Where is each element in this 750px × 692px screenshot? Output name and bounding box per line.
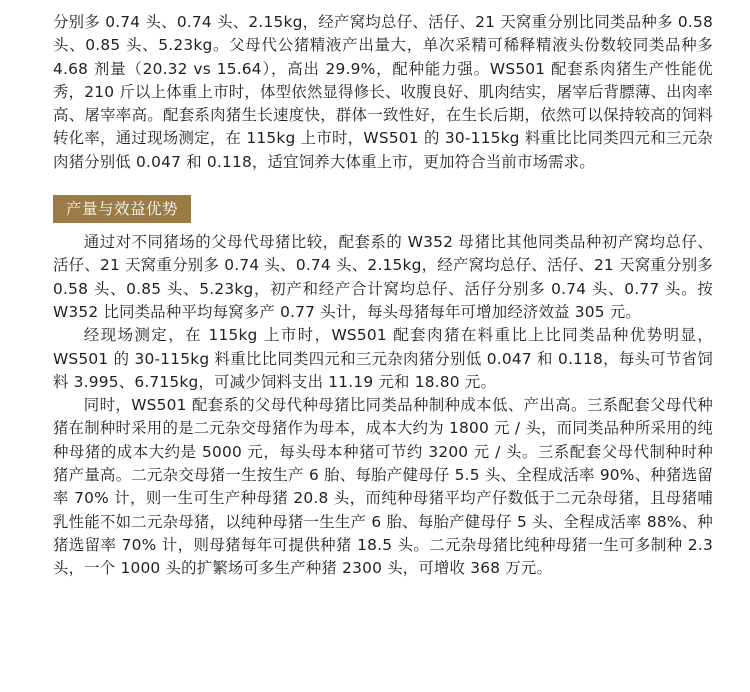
article-page	[53, 0, 713, 581]
continued-paragraph: 分别多 0.74 头、0.74 头、2.15kg，经产窝均总仔、活仔、21 天窝重分别比同类品种多 0.58 头、0.85 头、5.23kg。父母代公猪精液产出量大，单次采精可稀释精液头份数较同类品种多 4.68 剂量（20.32 vs 15.64），高出 29.9%，配种能力强。WS501 配套系肉猪生产性能优秀，210 斤以上体重上市时，体型依然显得修长、收腹良好、肌肉结实，屠宰后背膘薄、出肉率高、屠宰率高。配套系肉猪生长速度快，群体一致性好，在生长后期，依然可以保持较高的饲料转化率，通过现场测定，在 115kg 上市时，WS501 的 30-115kg 料重比比同类四元和三元杂肉猪分别低 0.047 和 0.118，适宜饲养大体重上市，更加符合当前市场需求。	[53, 13, 713, 171]
paragraph-litter-comparison: 通过对不同猪场的父母代母猪比较，配套系的 W352 母猪比其他同类品种初产窝均总仔、活仔、21 天窝重分别多 0.74 头、0.74 头、2.15kg，经产窝均总仔、活仔、21 天窝重分别多 0.58 头、0.85 头、5.23kg，初产和经产合计窝均总仔、活仔分别多 0.74 头、0.77 头。按 W352 比同类品种平均每窝多产 0.77 头计，每头母猪每年可增加经济效益 305 元。	[53, 233, 713, 321]
paragraph-breeding-cost: 同时，WS501 配套系的父母代种母猪比同类品种制种成本低、产出高。三系配套父母代种猪在制种时采用的是二元杂交母猪作为母本，成本大约为 1800 元 / 头，而同类品种所采用的纯种母猪的成本大约是 5000 元，每头母本种猪可节约 3200 元 / 头。三系配套父母代制种时种猪产量高。二元杂交母猪一生按生产 6 胎、每胎产健母仔 5.5 头、全程成活率 90%、种猪选留率 70% 计，则一生可生产种母猪 20.8 头，而纯种母猪平均产仔数低于二元杂母猪，且母猪哺乳性能不如二元杂母猪，以纯种母猪一生生产 6 胎、每胎产健母仔 5 头、全程成活率 88%、种猪选留率 70% 计，则母猪每年可提供种猪 18.5 头。二元杂母猪比纯种母猪一生可多制种 2.3 头，一个 1000 头的扩繁场可多生产种猪 2300 头，可增收 368 万元。	[53, 396, 713, 578]
paragraph-feed-conversion: 经现场测定，在 115kg 上市时，WS501 配套肉猪在料重比上比同类品种优势明显，WS501 的 30-115kg 料重比比同类四元和三元杂肉猪分别低 0.047 和 0.118，每头可节省饲料 3.995、6.715kg，可减少饲料支出 11.19 元和 18.80 元。	[53, 326, 713, 391]
section-heading: 产量与效益优势	[53, 195, 191, 223]
